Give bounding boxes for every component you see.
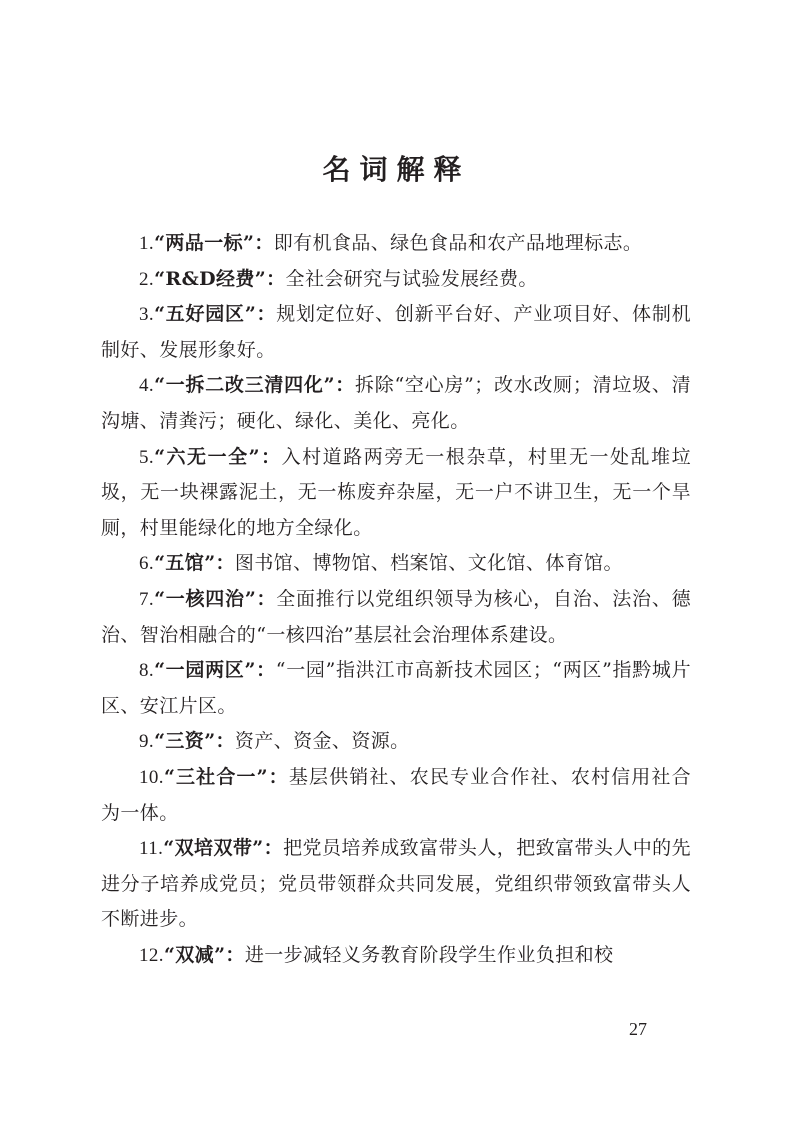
entry-term: “一核四治”： — [154, 587, 277, 610]
entry-number: 6. — [139, 553, 155, 575]
entry-number: 1. — [139, 233, 155, 254]
glossary-entry — [101, 653, 691, 724]
entry-term: “五馆”： — [154, 552, 235, 575]
entry-term: “五好园区”： — [154, 303, 277, 326]
entry-definition: 进一步减轻义务教育阶段学生作业负担和校 — [244, 943, 614, 966]
page-title: 名词解释 — [322, 153, 471, 186]
glossary-entry — [101, 546, 691, 582]
glossary-entry — [101, 368, 691, 439]
entry-term: “一拆二改三清四化”： — [154, 374, 355, 397]
entry-number: 2. — [139, 268, 155, 290]
glossary-entry — [101, 262, 691, 298]
entry-number: 4. — [139, 375, 155, 397]
entry-definition: 规划定位好、创新平台好、产业项目好、体制机制好、发展形象好。 — [101, 303, 691, 361]
entry-number: 7. — [139, 588, 155, 610]
entry-number: 12. — [139, 944, 164, 966]
glossary-entry — [101, 582, 691, 653]
entry-term: “R&D经费”： — [154, 267, 286, 290]
glossary-entry — [101, 297, 691, 368]
entry-term: “双减”： — [163, 943, 245, 966]
entry-number: 3. — [139, 304, 155, 326]
entry-definition: 即有机食品、绿色食品和农产品地理标志。 — [273, 232, 643, 254]
entry-definition: 图书馆、博物馆、档案馆、文化馆、体育馆。 — [234, 552, 623, 575]
entry-number: 10. — [139, 766, 164, 788]
entry-term: “双培双带”： — [163, 837, 284, 860]
entry-number: 8. — [139, 660, 155, 682]
entry-definition: 基层供销社、农民专业合作社、农村信用社合为一体。 — [101, 765, 691, 824]
entry-definition: 资产、资金、资源。 — [234, 730, 410, 753]
entry-definition: 入村道路两旁无一根杂草，村里无一处乱堆垃圾，无一块裸露泥土，无一栋废弃杂屋，无一户不讲卫生，无一个旱厕，村里能绿化的地方全绿化。 — [101, 445, 691, 539]
entry-definition: 把党员培养成致富带头人，把致富带头人中的先进分子培养成党员；党员带领群众共同发展，党组织带领致富带头人不断进步。 — [101, 837, 691, 931]
entry-number: 11. — [139, 838, 164, 860]
entry-definition: 拆除“空心房”；改水改厕；清垃圾、清沟塘、清粪污；硬化、绿化、美化、亮化。 — [101, 374, 691, 432]
page-number: 27 — [629, 1019, 647, 1039]
glossary-entry — [101, 440, 691, 547]
glossary-entry — [101, 226, 691, 262]
glossary-entry — [101, 760, 691, 831]
glossary-entry — [101, 831, 691, 938]
entry-term: “三社合一”： — [163, 765, 289, 788]
entry-term: “两品一标”： — [154, 232, 274, 254]
glossary-list — [101, 226, 691, 973]
entry-number: 9. — [139, 731, 155, 753]
entry-term: “六无一全”： — [154, 445, 282, 468]
glossary-entry — [101, 938, 691, 974]
entry-term: “三资”： — [154, 730, 235, 753]
glossary-entry — [101, 724, 691, 760]
entry-number: 5. — [139, 446, 155, 468]
entry-term: “一园两区”： — [154, 659, 276, 682]
entry-definition: 全面推行以党组织领导为核心，自治、法治、德治、智治相融合的“一核四治”基层社会治理体系建设。 — [101, 587, 691, 646]
entry-definition: “一园”指洪江市高新技术园区；“两区”指黔城片区、安江片区。 — [101, 659, 691, 717]
entry-definition: 全社会研究与试验发展经费。 — [285, 267, 538, 290]
